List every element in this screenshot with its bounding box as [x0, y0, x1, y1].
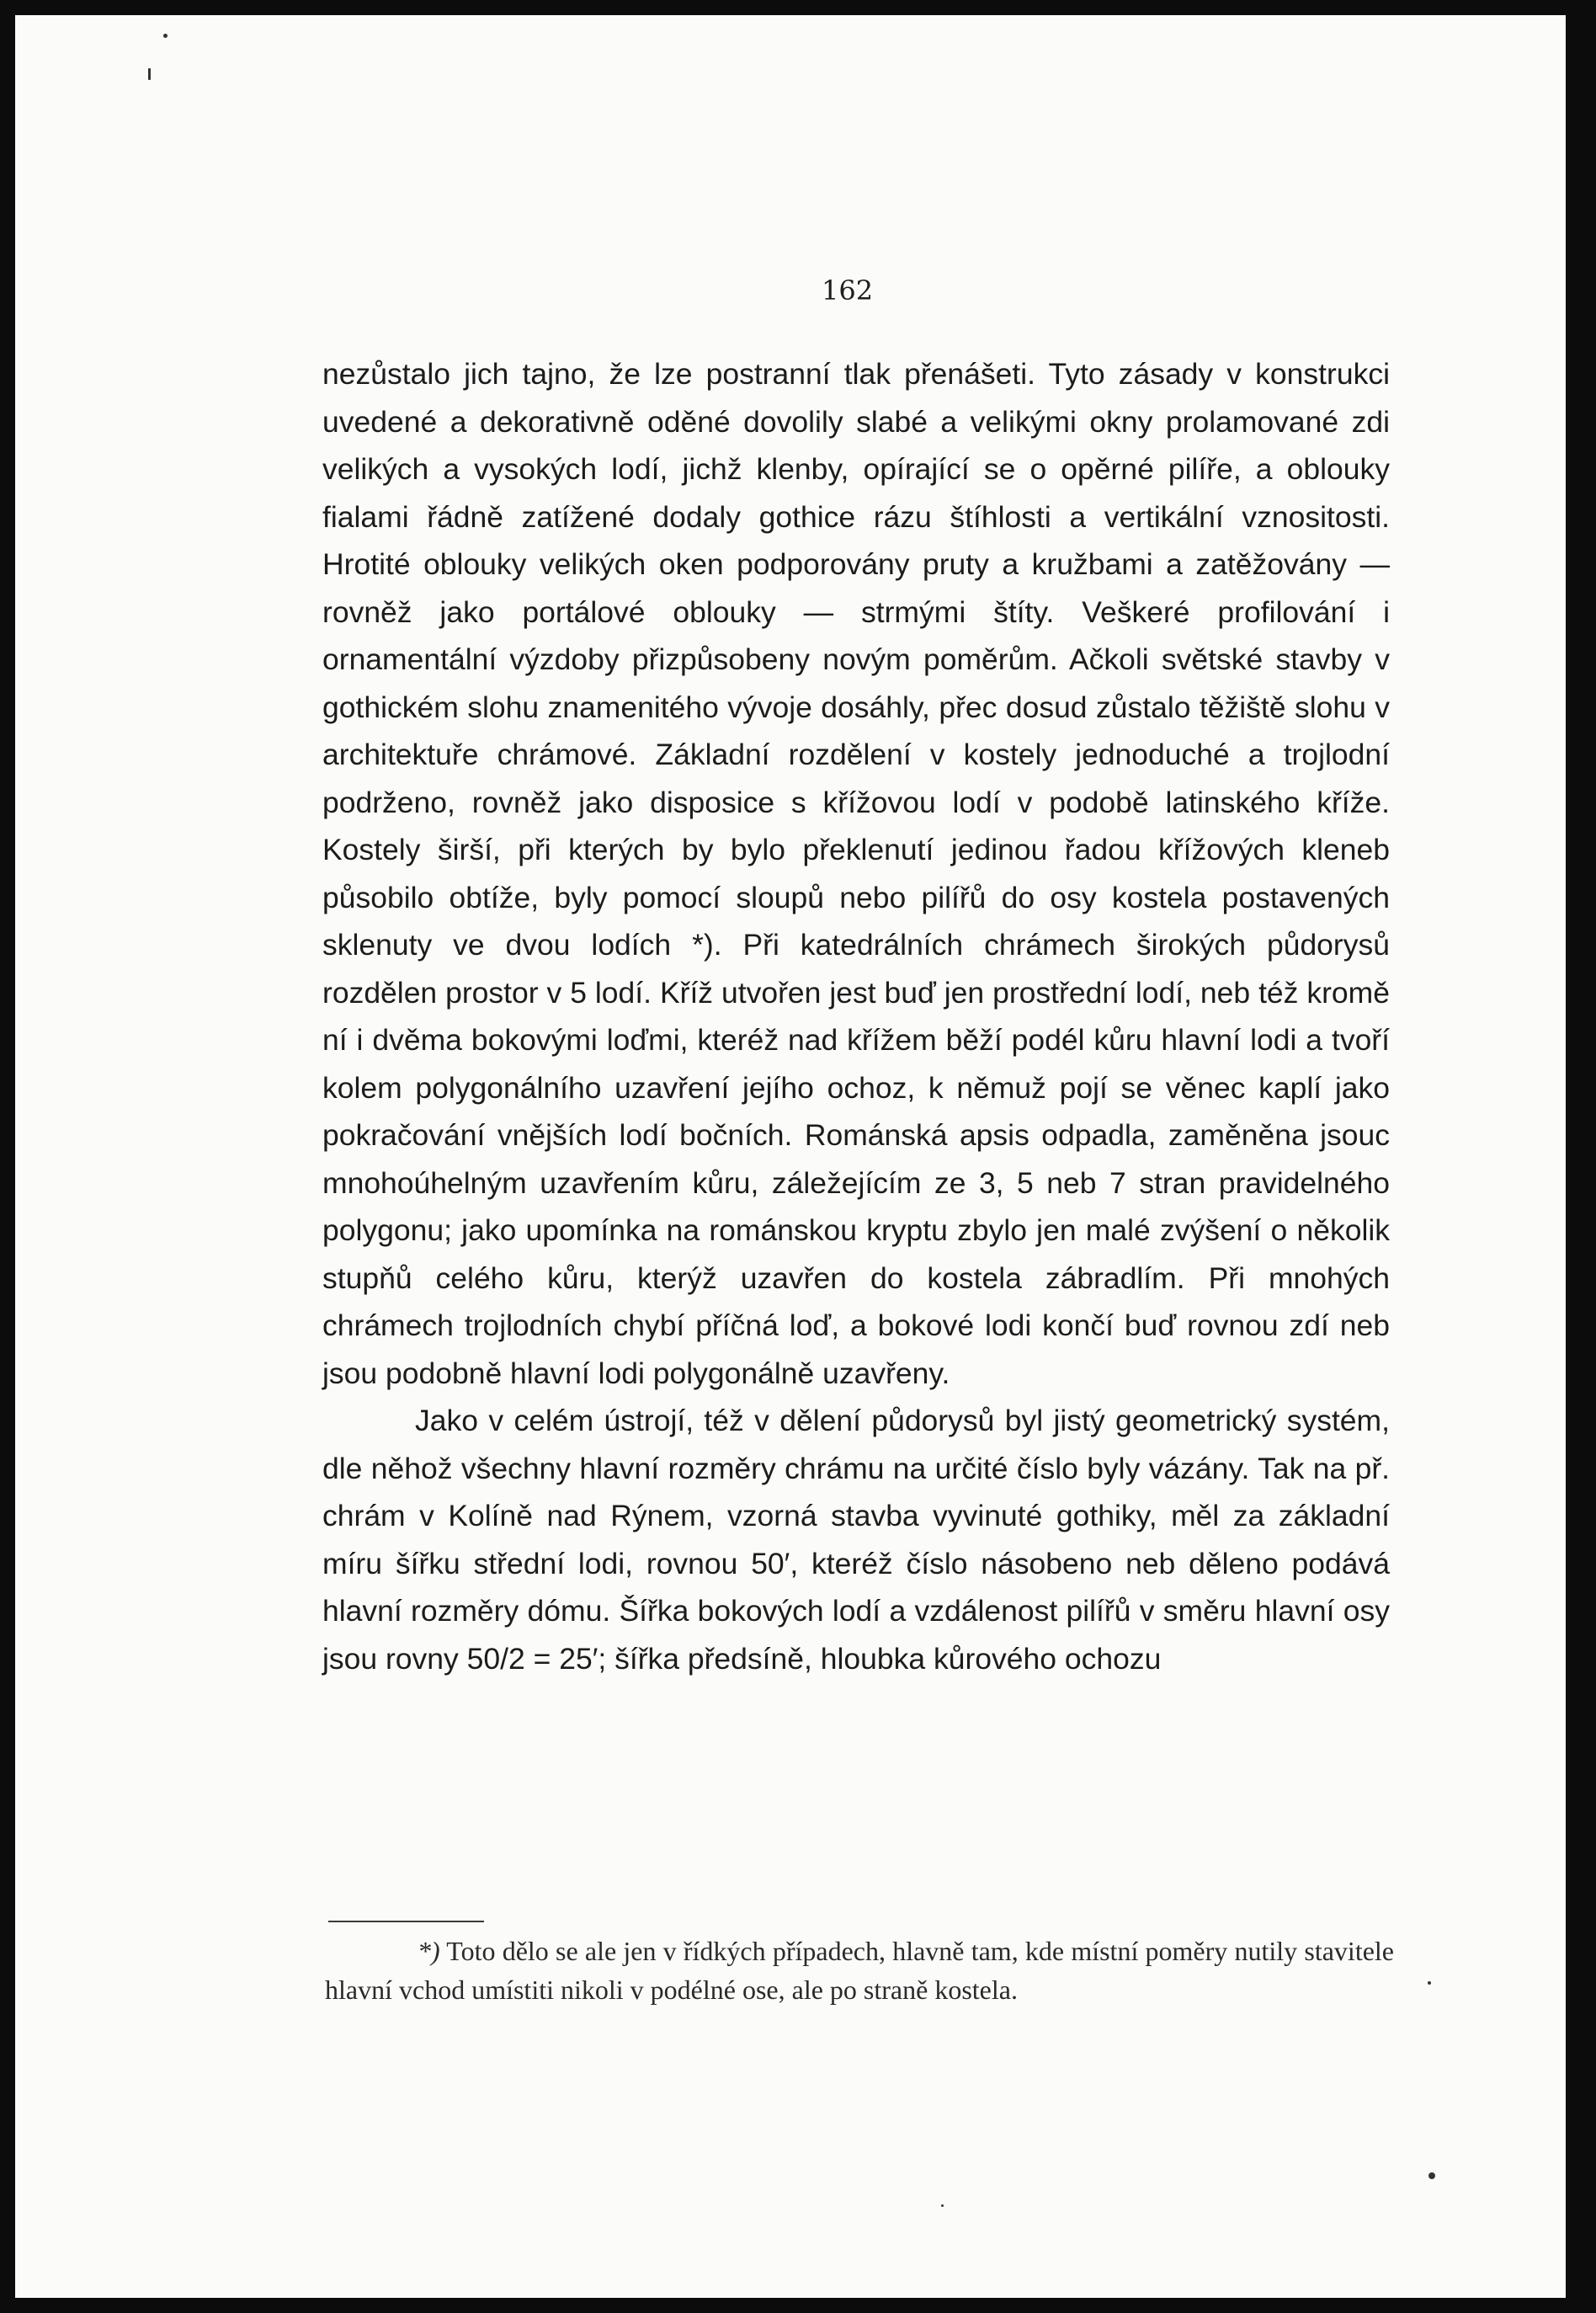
scan-speck [1428, 2172, 1435, 2179]
book-page [15, 15, 1566, 2298]
footnote-marker: *) [418, 1936, 440, 1966]
scan-speck [163, 34, 168, 38]
page-number: 162 [822, 274, 874, 306]
paragraph-1: nezůstalo jich tajno, že lze postranní tlak přenášeti. Tyto zásady v konstrukci uvedené a dekorativně oděné dovolily slabé a velikými okny prolamované zdi velikých a vysokých lodí, jichž klenby, opírající se o opěrné pilíře, a oblouky fialami řádně zatížené dodaly gothice rázu štíhlosti a vertikální vznositosti. Hrotité oblouky velikých oken podporovány pruty a kružbami a zatěžovány — rovněž jako portálové oblouky — strmými štíty. Veškeré profilování i ornamentální výzdoby přizpůsobeny novým poměrům. Ačkoli světské stavby v gothickém slohu znamenitého vývoje dosáhly, přec dosud zůstalo těžiště slohu v architektuře chrámové. Základní rozdělení v kostely jednoduché a trojlodní podrženo, rovněž jako disposice s křížovou lodí v podobě latinského kříže. Kostely širší, při kterých by bylo překlenutí jedinou řadou křížových kleneb působilo obtíže, byly pomocí sloupů nebo pilířů do osy kostela postavených sklenuty ve dvou lodích *). Při katedrálních chrámech širokých půdorysů rozdělen prostor v 5 lodí. Kříž utvořen jest buď jen prostřední lodí, neb též kromě ní i dvěma bokovými loďmi, kteréž nad křížem běží podél kůru hlavní lodi a tvoří kolem polygonálního uzavření jejího ochoz, k němuž pojí se věnec kaplí jako pokračování vnějších lodí bočních. Románská apsis odpadla, zaměněna jsouc mnohoúhelným uzavřením kůru, záležejícím ze 3, 5 neb 7 stran pravidelného polygonu; jako upomínka na románskou kryptu zbylo jen malé zvýšení o několik stupňů celého kůru, kterýž uzavřen do kostela zábradlím. Při mnohých chrámech trojlodních chybí příčná loď, a bokové lodi končí buď rovnou zdí neb jsou podobně hlavní lodi polygonálně uzavřeny. [322, 357, 1390, 1390]
body-text [322, 350, 1390, 1682]
footnote [325, 1932, 1394, 2009]
scan-speck [1428, 1981, 1431, 1985]
scan-speck [941, 2204, 944, 2207]
scan-speck [148, 68, 151, 80]
paragraph-2: Jako v celém ústrojí, též v dělení půdorysů byl jistý geometrický systém, dle něhož všechny hlavní rozměry chrámu na určité číslo byly vázány. Tak na př. chrám v Kolíně nad Rýnem, vzorná stavba vyvinuté gothiky, měl za základní míru šířku střední lodi, rovnou 50′, kteréž číslo násobeno neb děleno podává hlavní rozměry dómu. Šířka bokových lodí a vzdálenost pilířů v směru hlavní osy jsou rovny 50/2 = 25′; šířka předsíně, hloubka kůrového ochozu [322, 1404, 1390, 1676]
footnote-divider [328, 1921, 484, 1922]
footnote-text: Toto dělo se ale jen v řídkých případech, hlavně tam, kde místní poměry nutily stavitele hlavní vchod umístiti nikoli v podélné ose, ale po straně kostela. [325, 1936, 1395, 2005]
